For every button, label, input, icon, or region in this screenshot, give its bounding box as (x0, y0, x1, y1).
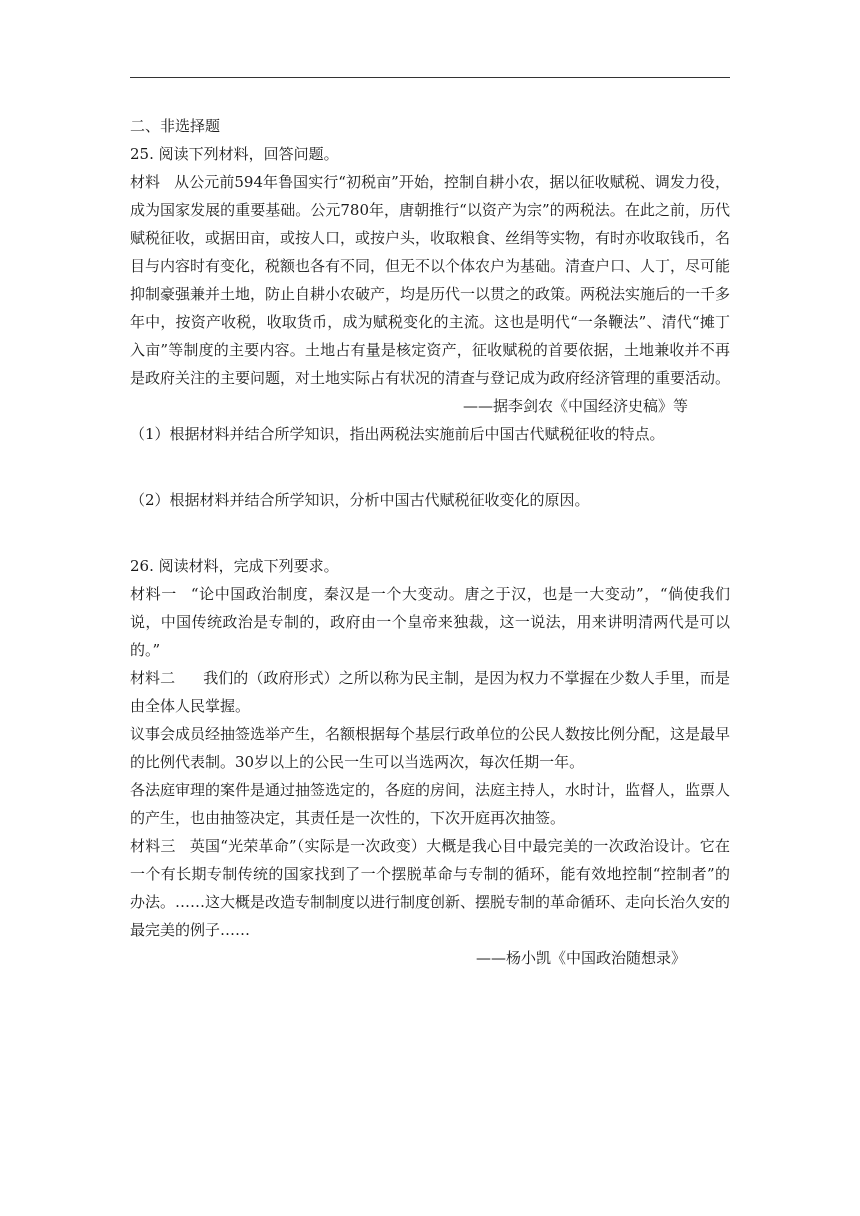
question-25-stem: 25. 阅读下列材料，回答问题。 (130, 145, 339, 163)
material-2-paragraph-3: 各法庭审理的案件是通过抽签选定的，各庭的房间，法庭主持人，水时计，监督人，监票人的产生，也由抽签决定，其责任是一次性的，下次开庭再次抽签。 (130, 781, 731, 827)
section-title: 二、非选择题 (130, 117, 221, 135)
material-2-text: 我们的（政府形式）之所以称为民主制，是因为权力不掌握在少数人手里，而是由全体人民掌握。 (130, 669, 730, 715)
question-26-source: ——杨小凯《中国政治随想录》 (475, 949, 686, 967)
material-2-paragraph-2: 议事会成员经抽签选举产生，名额根据每个基层行政单位的公民人数按比例分配，这是最早的比例代表制。30岁以上的公民一生可以当选两次，每次任期一年。 (130, 725, 731, 771)
material-2 (130, 664, 730, 720)
answer-space-2 (130, 514, 730, 552)
material-2-label: 材料二 (130, 669, 176, 687)
question-25-sub-1: （1）根据材料并结合所学知识，指出两税法实施前后中国古代赋税征收的特点。 (130, 425, 665, 443)
material-1 (130, 580, 730, 664)
material-3-text: 英国“光荣革命”（实际是一次政变）大概是我心目中最完美的一次政治设计。它在一个有长期专制传统的国家找到了一个摆脱革命与专制的循环，能有效地控制“控制者”的办法。……这大概是改造专制制度以进行制度创新、摆脱专制的革命循环、走向长治久安的最完美的例子…… (130, 837, 731, 939)
question-25-material (130, 168, 730, 392)
material-1-label: 材料一 (130, 585, 177, 603)
material-3 (130, 832, 730, 944)
answer-space-1 (130, 448, 730, 486)
material-3-label: 材料三 (130, 837, 176, 855)
question-25-sub-2: （2）根据材料并结合所学知识，分析中国古代赋税征收变化的原因。 (130, 491, 590, 509)
question-25-source: ——据李剑农《中国经济史稿》等 (462, 397, 688, 415)
question-26-stem: 26. 阅读材料，完成下列要求。 (130, 557, 339, 575)
material-text: 从公元前594年鲁国实行“初税亩”开始，控制自耕小农，据以征收赋税、调发力役，成为国家发展的重要基础。公元780年，唐朝推行“以资产为宗”的两税法。在此之前，历代赋税征收，或据田亩，或按人口，或按户头，收取粮食、丝绢等实物，有时亦收取钱币，名目与内容时有变化，税额也各有不同，但无不以个体农户为基础。清查户口、人丁，尽可能抑制豪强兼并土地，防止自耕小农破产，均是历代一以贯之的政策。两税法实施后的一千多年中，按资产收税，收取货币，成为赋税变化的主流。这也是明代“一条鞭法”、清代“摊丁入亩”等制度的主要内容。土地占有量是核定资产，征收赋税的首要依据，土地兼收并不再是政府关注的主要问题，对土地实际占有状况的清查与登记成为政府经济管理的重要活动。 (130, 173, 731, 387)
material-1-text: “论中国政治制度，秦汉是一个大变动。唐之于汉，也是一大变动”，“倘使我们说，中国传统政治是专制的，政府由一个皇帝来独裁，这一说法，用来讲明清两代是可以的。” (130, 585, 730, 659)
material-label: 材料 (130, 173, 161, 191)
document-body (130, 112, 730, 972)
header-rule (130, 77, 730, 78)
